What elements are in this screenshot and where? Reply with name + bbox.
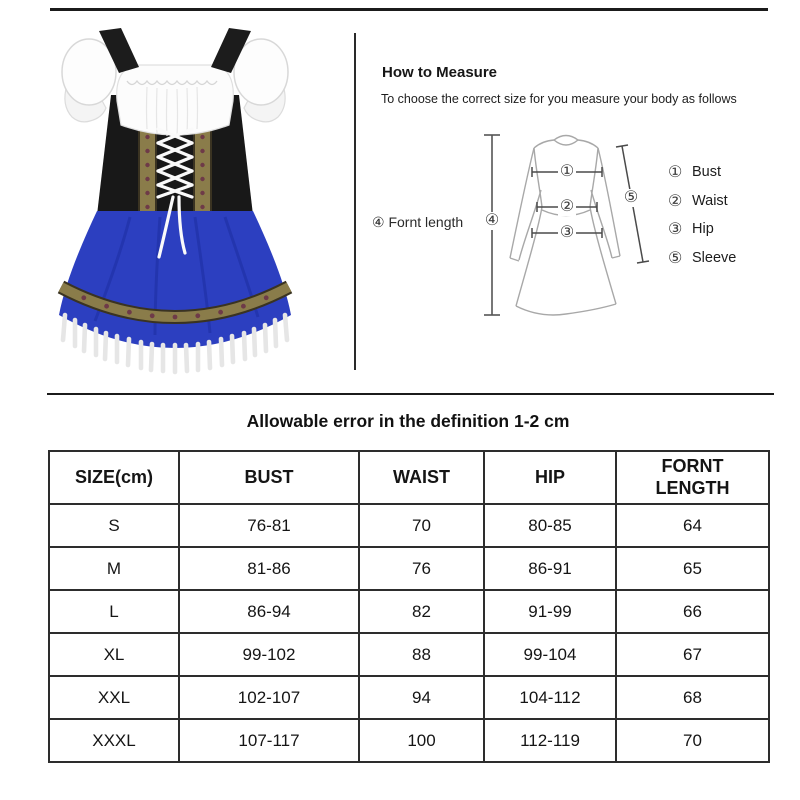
sleeve-marker: ⑤ <box>623 189 639 206</box>
top-divider-line <box>50 8 768 11</box>
hip-cell: 112-119 <box>484 719 616 762</box>
bottom-divider-line <box>47 393 774 395</box>
waist-cell: 76 <box>359 547 484 590</box>
table-row <box>49 547 769 590</box>
how-to-measure-subheading: To choose the correct size for you measure your body as follows <box>381 92 737 106</box>
how-to-measure-heading: How to Measure <box>382 64 498 81</box>
bust-marker: ① <box>559 163 575 180</box>
table-row <box>49 504 769 547</box>
front-length-cell: 70 <box>616 719 769 762</box>
legend-label: Waist <box>692 192 728 209</box>
column-header: FORNT LENGTH <box>616 451 769 504</box>
size-cell: L <box>49 590 179 633</box>
legend-item <box>668 244 736 273</box>
bust-cell: 76-81 <box>179 504 359 547</box>
column-header: HIP <box>484 451 616 504</box>
waist-cell: 88 <box>359 633 484 676</box>
bust-cell: 86-94 <box>179 590 359 633</box>
circled-number-icon: ② <box>668 192 683 210</box>
circled-number-icon: ⑤ <box>668 249 683 267</box>
front-length-cell: 64 <box>616 504 769 547</box>
hip-cell: 99-104 <box>484 633 616 676</box>
vertical-divider-line <box>354 33 356 370</box>
bust-cell: 81-86 <box>179 547 359 590</box>
waist-cell: 70 <box>359 504 484 547</box>
legend-label: Sleeve <box>692 249 737 266</box>
waist-cell: 100 <box>359 719 484 762</box>
front-length-cell: 68 <box>616 676 769 719</box>
bust-cell: 102-107 <box>179 676 359 719</box>
legend-item <box>668 158 736 187</box>
measure-legend <box>668 158 736 272</box>
size-cell: XXXL <box>49 719 179 762</box>
hip-cell: 104-112 <box>484 676 616 719</box>
legend-label: Hip <box>692 221 714 238</box>
table-row <box>49 590 769 633</box>
circled-number-icon: ③ <box>668 221 683 239</box>
front-length-label: ④ Fornt length <box>372 214 464 230</box>
table-row <box>49 676 769 719</box>
table-row <box>49 719 769 762</box>
column-header: SIZE(cm) <box>49 451 179 504</box>
front-length-cell: 65 <box>616 547 769 590</box>
product-photo-dirndl-dress <box>55 25 295 390</box>
waist-cell: 94 <box>359 676 484 719</box>
size-chart-title: Allowable error in the definition 1-2 cm <box>246 411 570 431</box>
table-header-row <box>49 451 769 504</box>
size-cell: XL <box>49 633 179 676</box>
bust-cell: 107-117 <box>179 719 359 762</box>
column-header: WAIST <box>359 451 484 504</box>
legend-item <box>668 215 736 244</box>
size-cell: XXL <box>49 676 179 719</box>
size-chart-table <box>48 450 770 763</box>
hip-cell: 91-99 <box>484 590 616 633</box>
legend-item <box>668 187 736 216</box>
table-row <box>49 633 769 676</box>
waist-cell: 82 <box>359 590 484 633</box>
waist-marker: ② <box>559 198 575 215</box>
front-length-marker: ④ <box>484 212 500 229</box>
front-length-cell: 66 <box>616 590 769 633</box>
hip-cell: 80-85 <box>484 504 616 547</box>
bust-cell: 99-102 <box>179 633 359 676</box>
size-cell: S <box>49 504 179 547</box>
size-cell: M <box>49 547 179 590</box>
front-length-cell: 67 <box>616 633 769 676</box>
hip-cell: 86-91 <box>484 547 616 590</box>
column-header: BUST <box>179 451 359 504</box>
hip-marker: ③ <box>559 224 575 241</box>
dress-skirt <box>59 211 291 348</box>
dress-blouse <box>117 65 234 136</box>
legend-label: Bust <box>692 164 722 181</box>
circled-number-icon: ① <box>668 164 683 182</box>
